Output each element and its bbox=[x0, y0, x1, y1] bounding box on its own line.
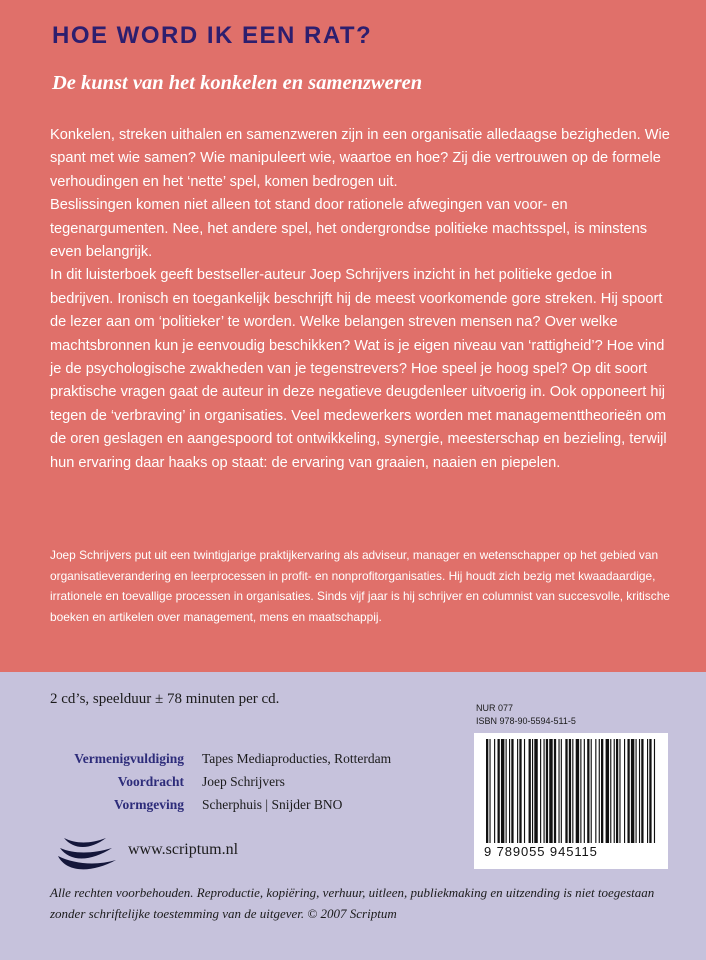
nur-code: NUR 077 bbox=[476, 703, 514, 713]
blurb-paragraph: Konkelen, streken uithalen en samenzweren zijn in een organisatie alledaagse bezigheden. Wie spant met wie samen? Wie manipuleert wie, waartoe en hoe? Zij die vertrouwen op de formele verhoudingen en het ‘nette’ spel, komen bedrogen uit. bbox=[50, 127, 670, 190]
credit-name: Scherphuis | Snijder BNO bbox=[202, 796, 343, 812]
book-title: HOE WORD IK EEN RAT? bbox=[52, 22, 373, 49]
scriptum-swoosh-logo-icon bbox=[56, 832, 118, 872]
credit-row bbox=[50, 747, 391, 770]
cover-bottom-panel bbox=[0, 672, 706, 960]
product-info: 2 cd’s, speelduur ± 78 minuten per cd. bbox=[50, 691, 280, 707]
credits-list bbox=[50, 747, 391, 816]
publisher-website: www.scriptum.nl bbox=[128, 841, 239, 858]
credit-role: Voordracht bbox=[117, 773, 184, 789]
blurb-text bbox=[50, 124, 670, 475]
rights-notice: Alle rechten voorbehouden. Reproductie, kopiëring, verhuur, uitleen, publiekmaking en uitzending is niet toegestaan zonder schriftelijke toestemming van de uitgever. © 2007 Scriptum bbox=[50, 885, 655, 921]
book-subtitle: De kunst van het konkelen en samenzweren bbox=[52, 72, 423, 94]
credit-role: Vormgeving bbox=[114, 796, 184, 812]
isbn-code: ISBN 978-90-5594-511-5 bbox=[476, 716, 576, 726]
credit-name: Joep Schrijvers bbox=[202, 773, 285, 789]
blurb-paragraph: Beslissingen komen niet alleen tot stand door rationele afwegingen van voor- en tegenargumenten. Nee, het andere spel, het ondergrondse politieke machtsspel, is minstens even belangrijk. bbox=[50, 197, 648, 261]
credit-row bbox=[50, 770, 391, 793]
credit-role: Vermenigvuldiging bbox=[74, 750, 184, 766]
credit-row bbox=[50, 793, 391, 816]
barcode bbox=[474, 733, 668, 869]
barcode-digits: 9 789055 945115 bbox=[484, 844, 598, 859]
credit-name: Tapes Mediaproducties, Rotterdam bbox=[202, 750, 392, 766]
author-bio: Joep Schrijvers put uit een twintigjarige praktijkervaring als adviseur, manager en wetenschapper op het gebied van organisatieverandering en leerprocessen in profit- en nonprofitorganisaties. Hij houdt zich bezig met kwaadaardige, irrationele en toevallige processen in organisaties. Sinds vijf jaar is hij schrijver en columnist van succesvolle, kritische boeken en artikelen over management, mens en maatschappij. bbox=[50, 548, 670, 624]
blurb-paragraph: In dit luisterboek geeft bestseller-auteur Joep Schrijvers inzicht in het politieke gedoe in bedrijven. Ironisch en toegankelijk beschrijft hij de meest voorkomende gore streken. Hij spoort de lezer aan om ‘politieker’ te worden. Welke belangen streven mensen na? Over welke machtsbronnen kun je eenvoudig beschikken? Wat is je eigen niveau van ‘rattigheid’? Hoe vind je de psychologische zwakheden van je tegenstrevers? Hoe speel je hoog spel? Op dit soort praktische vragen gaat de auteur in deze negatieve deugdenleer uitvoerig in. Ook opponeert hij tegen de ‘verbraving’ in organisaties. Veel medewerkers worden met managementtheorieën om de oren geslagen en aangespoord tot ontwikkeling, synergie, meesterschap en bezieling, terwijl hun ervaring daar haaks op staat: de ervaring van graaien, naaien en piepelen. bbox=[50, 267, 667, 471]
barcode-bars bbox=[482, 739, 660, 843]
